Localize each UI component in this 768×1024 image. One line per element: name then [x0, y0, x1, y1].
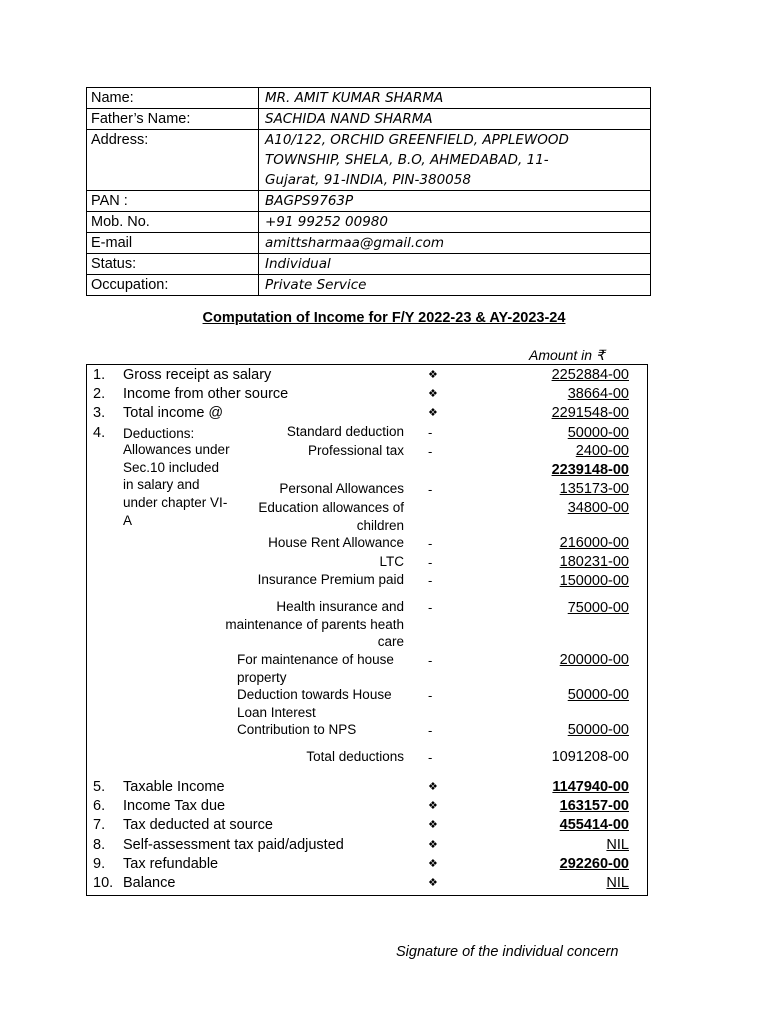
row-2-amount: 38664-00 — [567, 386, 629, 402]
pan-value: BAGPS9763P — [259, 191, 651, 212]
total-deductions-amount: 1091208-00 — [551, 749, 629, 765]
mobile-row — [87, 212, 651, 233]
professional-tax-label: Professional tax — [307, 443, 404, 458]
row-7-label: Tax deducted at source — [123, 817, 273, 833]
diamond-bullet-icon: ❖ — [428, 858, 438, 870]
email-label: E-mail — [87, 233, 259, 254]
row-3-number: 3. — [93, 405, 106, 421]
row-8-number: 8. — [93, 837, 106, 853]
health-insurance-amount: 75000-00 — [567, 600, 629, 616]
dash-marker: - — [428, 688, 433, 703]
standard-deduction-amount: 50000-00 — [567, 425, 629, 441]
subtotal-amount: 2239148-00 — [551, 462, 629, 478]
occupation-label: Occupation: — [87, 275, 259, 296]
mobile-label: Mob. No. — [87, 212, 259, 233]
row-2-number: 2. — [93, 386, 106, 402]
personal-allowances-amount: 135173-00 — [559, 481, 629, 497]
status-label: Status: — [87, 254, 259, 275]
row-2-label: Income from other source — [123, 386, 289, 402]
dash-marker: - — [428, 750, 433, 765]
row-7-amount: 455414-00 — [559, 817, 629, 833]
father-label: Father’s Name: — [87, 109, 259, 130]
education-allowances-amount: 34800-00 — [567, 500, 629, 516]
diamond-bullet-icon: ❖ — [428, 877, 438, 889]
name-value: MR. AMIT KUMAR SHARMA — [259, 88, 651, 109]
personal-allowances-label: Personal Allowances — [279, 481, 404, 496]
mobile-value: +91 99252 00980 — [259, 212, 651, 233]
dash-marker: - — [428, 573, 433, 588]
row-8-amount: NIL — [606, 837, 629, 853]
address-line-3: Gujarat, 91-INDIA, PIN-380058 — [265, 172, 471, 188]
diamond-bullet-icon: ❖ — [428, 369, 438, 381]
pan-label: PAN : — [87, 191, 259, 212]
father-value: SACHIDA NAND SHARMA — [259, 109, 651, 130]
professional-tax-amount: 2400-00 — [575, 443, 629, 459]
status-row — [87, 254, 651, 275]
row-5-label: Taxable Income — [123, 779, 225, 795]
occupation-row — [87, 275, 651, 296]
name-label: Name: — [87, 88, 259, 109]
row-10-amount: NIL — [606, 875, 629, 891]
education-allowances-label: Education allowances of children — [258, 500, 404, 533]
dash-marker: - — [428, 600, 433, 615]
diamond-bullet-icon: ❖ — [428, 388, 438, 400]
hra-amount: 216000-00 — [559, 535, 629, 551]
insurance-premium-label: Insurance Premium paid — [257, 572, 404, 587]
standard-deduction-label: Standard deduction — [286, 424, 404, 439]
dash-marker: - — [428, 555, 433, 570]
house-property-amount: 200000-00 — [559, 652, 629, 668]
email-row — [87, 233, 651, 254]
diamond-bullet-icon: ❖ — [428, 407, 438, 419]
amount-currency-label: Amount in ₹ — [529, 347, 605, 363]
dash-marker: - — [428, 482, 433, 497]
dash-marker: - — [428, 653, 433, 668]
row-6-number: 6. — [93, 798, 106, 814]
row-9-number: 9. — [93, 856, 106, 872]
row-10-number: 10. — [93, 875, 114, 891]
insurance-premium-amount: 150000-00 — [559, 573, 629, 589]
row-7-number: 7. — [93, 817, 106, 833]
nps-amount: 50000-00 — [567, 722, 629, 738]
dash-marker: - — [428, 444, 433, 459]
page-title: Computation of Income for F/Y 2022-23 & AY-2023-24 — [202, 310, 566, 326]
row-8-label: Self-assessment tax paid/adjusted — [123, 837, 344, 853]
diamond-bullet-icon: ❖ — [428, 819, 438, 831]
house-property-label: For maintenance of house property — [237, 652, 394, 685]
row-9-label: Tax refundable — [123, 856, 219, 872]
house-loan-interest-label: Deduction towards House Loan Interest — [237, 687, 392, 720]
dash-marker: - — [428, 536, 433, 551]
occupation-value: Private Service — [259, 275, 651, 296]
dash-marker: - — [428, 425, 433, 440]
diamond-bullet-icon: ❖ — [428, 839, 438, 851]
house-loan-interest-amount: 50000-00 — [567, 687, 629, 703]
deductions-description: Allowances under Sec.10 included in salary and under chapter VI-A — [123, 442, 230, 528]
address-value — [259, 130, 651, 191]
row-5-number: 5. — [93, 779, 106, 795]
address-line-1: A10/122, ORCHID GREENFIELD, APPLEWOOD — [265, 132, 569, 148]
diamond-bullet-icon: ❖ — [428, 800, 438, 812]
row-1-amount: 2252884-00 — [551, 367, 629, 383]
ltc-amount: 180231-00 — [559, 554, 629, 570]
row-1-label: Gross receipt as salary — [123, 367, 272, 383]
email-value: amittsharmaa@gmail.com — [259, 233, 651, 254]
row-6-amount: 163157-00 — [559, 798, 629, 814]
status-value: Individual — [259, 254, 651, 275]
row-5-amount: 1147940-00 — [552, 779, 629, 795]
signature-line: Signature of the individual concern — [396, 944, 619, 960]
row-4-number: 4. — [93, 425, 106, 441]
address-label: Address: — [87, 130, 259, 191]
row-6-label: Income Tax due — [123, 798, 226, 814]
hra-label: House Rent Allowance — [268, 535, 404, 550]
diamond-bullet-icon: ❖ — [428, 781, 438, 793]
ltc-label: LTC — [379, 554, 404, 569]
address-row — [87, 130, 651, 191]
address-line-2: TOWNSHIP, SHELA, B.O, AHMEDABAD, 11- — [265, 152, 549, 168]
health-insurance-label: Health insurance and maintenance of parents heath care — [225, 599, 404, 649]
personal-details-table — [86, 87, 651, 296]
row-1-number: 1. — [93, 367, 106, 383]
row-3-amount: 2291548-00 — [551, 405, 629, 421]
row-3-label: Total income @ — [123, 405, 224, 421]
dash-marker: - — [428, 723, 433, 738]
row-9-amount: 292260-00 — [559, 856, 629, 872]
father-row — [87, 109, 651, 130]
row-10-label: Balance — [123, 875, 176, 891]
name-row — [87, 88, 651, 109]
pan-row — [87, 191, 651, 212]
row-4-label: Deductions: — [123, 426, 195, 441]
total-deductions-label: Total deductions — [306, 749, 404, 764]
nps-label: Contribution to NPS — [237, 722, 357, 737]
